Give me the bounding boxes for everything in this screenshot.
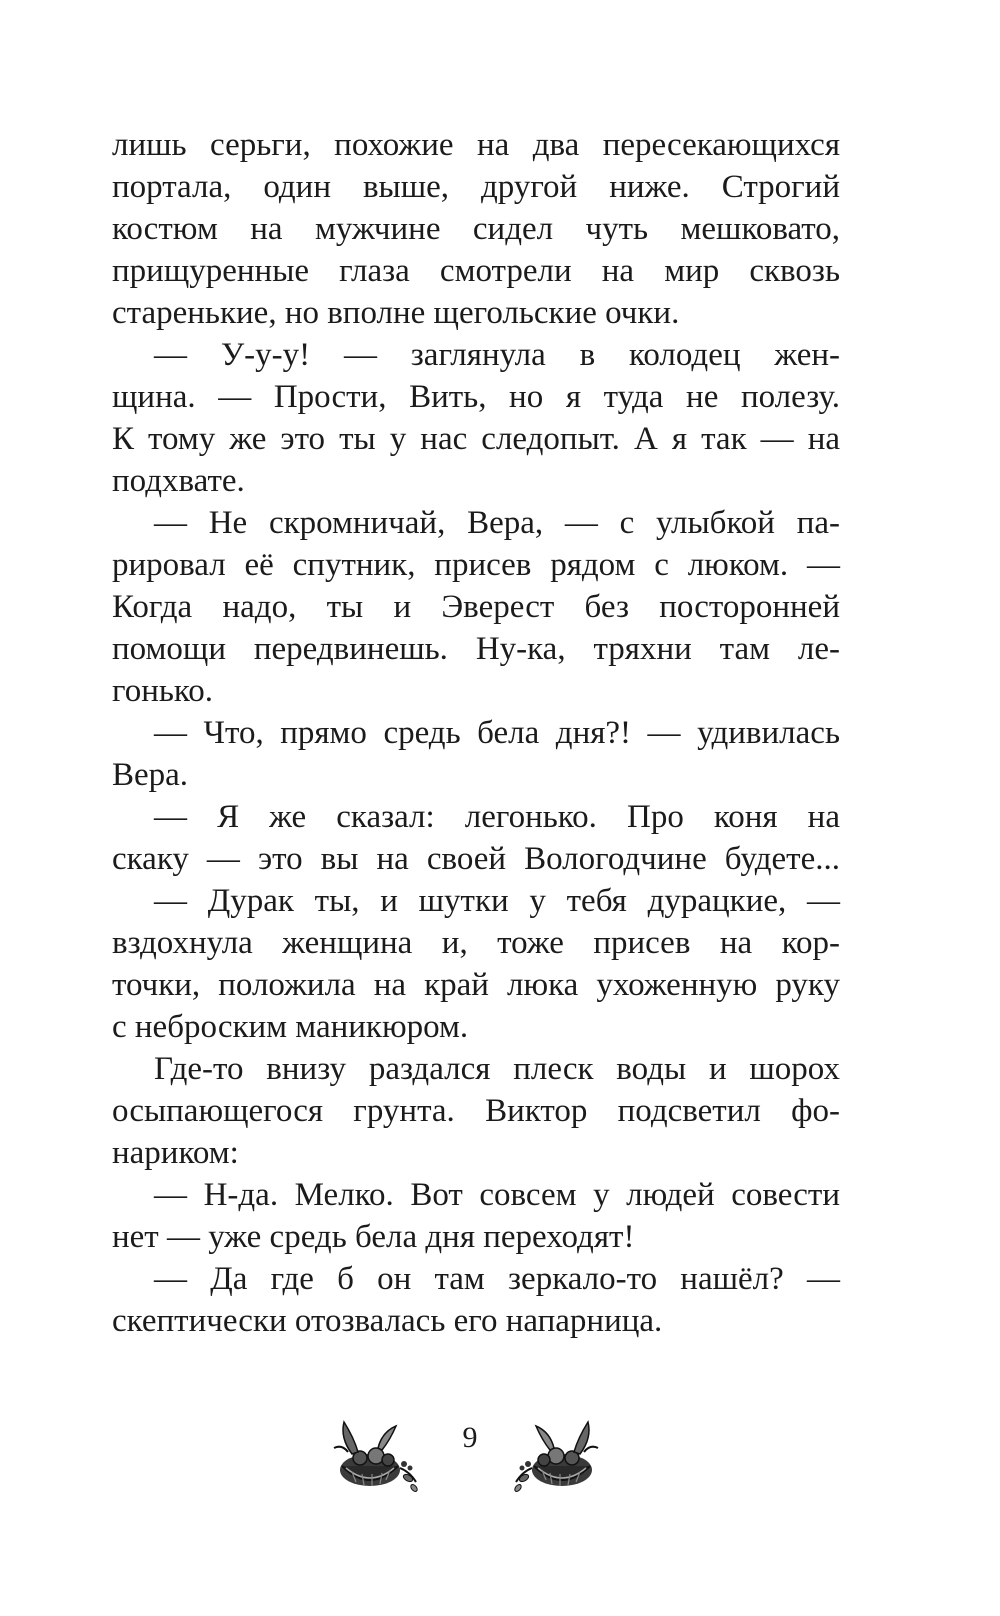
text-line: скаку — это вы на своей Вологодчине будете...: [112, 841, 840, 877]
text-line: К тому же это ты у нас следопыт. А я так — на: [112, 421, 840, 457]
text-line: скептически отозвалась его напарница.: [112, 1303, 663, 1339]
text-line: — Н-да. Мелко. Вот совсем у людей совести: [154, 1177, 840, 1213]
text-line: нариком:: [112, 1135, 239, 1171]
page-footer: [0, 1408, 1000, 1518]
text-line: — Не скромничай, Вера, — с улыбкой па-: [154, 505, 840, 541]
text-line: — Я же сказал: легонько. Про коня на: [154, 799, 840, 835]
text-line: — Дурак ты, и шутки у тебя дурацкие, —: [154, 883, 840, 919]
text-line: лишь серьги, похожие на два пересекающихся: [112, 127, 840, 163]
text-line: рировал её спутник, присев рядом с люком. —: [112, 547, 840, 583]
text-line: помощи передвинешь. Ну-ка, тряхни там ле-: [112, 631, 840, 667]
text-line: — Да где б он там зеркало-то нашёл? —: [154, 1261, 840, 1297]
page-number: 9: [462, 1421, 478, 1454]
text-line: старенькие, но вполне щегольские очки.: [112, 295, 680, 331]
basket-ornament-icon: [510, 1408, 610, 1508]
text-line: щина. — Прости, Вить, но я туда не полезу.: [112, 379, 840, 415]
text-line: — У-у-у! — заглянула в колодец жен-: [154, 337, 840, 373]
text-line: с неброским маникюром.: [112, 1009, 469, 1045]
text-line: Где-то внизу раздался плеск воды и шорох: [154, 1051, 840, 1087]
text-line: портала, один выше, другой ниже. Строгий: [112, 169, 840, 205]
text-line: подхвате.: [112, 463, 245, 499]
text-line: прищуренные глаза смотрели на мир сквозь: [112, 253, 840, 289]
text-line: нет — уже средь бела дня переходят!: [112, 1219, 635, 1255]
text-line: осыпающегося грунта. Виктор подсветил фо-: [112, 1093, 840, 1129]
text-line: вздохнула женщина и, тоже присев на кор-: [112, 925, 840, 961]
text-line: — Что, прямо средь бела дня?! — удивилась: [154, 715, 840, 751]
text-line: точки, положила на край люка ухоженную руку: [112, 967, 840, 1003]
text-line: гонько.: [112, 673, 214, 709]
text-line: Когда надо, ты и Эверест без посторонней: [112, 589, 840, 625]
basket-ornament-icon: [322, 1408, 422, 1508]
page-body: [112, 124, 840, 1342]
text-line: костюм на мужчине сидел чуть мешковато,: [112, 211, 840, 247]
text-line: Вера.: [112, 757, 189, 793]
